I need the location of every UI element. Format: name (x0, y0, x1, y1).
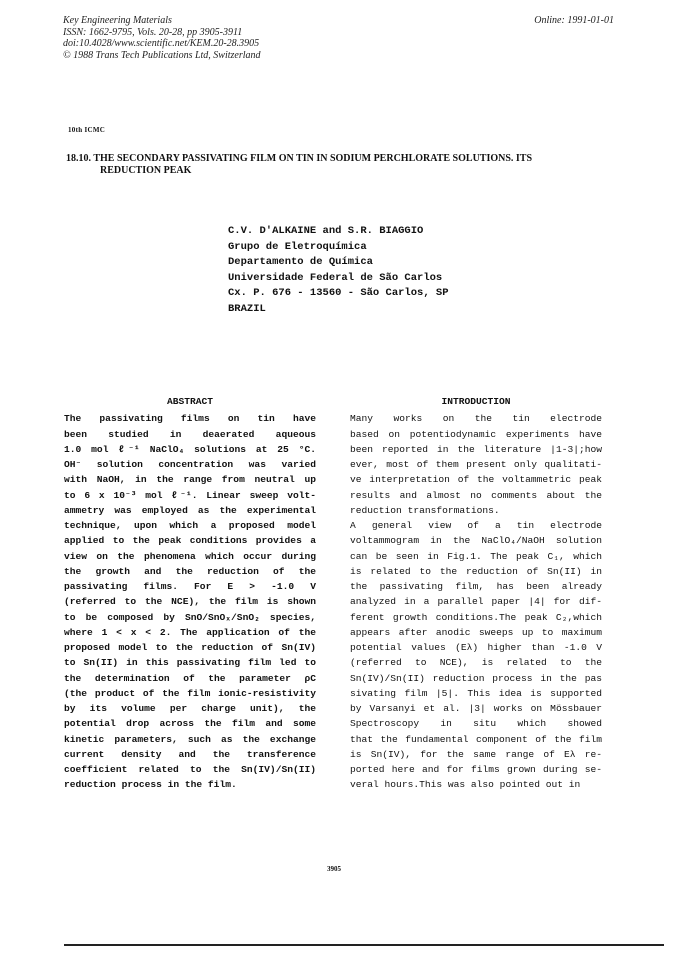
introduction-line: is Sn(IV), for the same range of Eλ re- (350, 748, 602, 760)
abstract-line: where 1 < x < 2. The application of the (64, 626, 316, 638)
abstract-line: view on the phenomena which occur during (64, 550, 316, 562)
introduction-line: (referred to NCE), is related to the (350, 657, 602, 669)
abstract-line: the determination of the parameter ρC (64, 672, 316, 684)
introduction-line: by Varsanyi et al. |3| works on Mössbauer (350, 703, 602, 714)
introduction-heading: INTRODUCTION (441, 396, 511, 407)
introduction-line: potential values (Eλ) higher than -1.0 V (350, 642, 602, 653)
introduction-line: Sn(IV)/Sn(II) reduction process in the pas (350, 672, 602, 684)
abstract-line: OH⁻ solution concentration was varied (64, 459, 316, 470)
introduction-line: sivating film |5|. This idea is supported (350, 687, 602, 699)
introduction-line: the passivating film, has been already (350, 581, 602, 592)
introduction-line: veral hours.This was also pointed out in (350, 779, 581, 791)
abstract-line: applied to the peak conditions provides a (64, 535, 316, 547)
title-line-1: 18.10. THE SECONDARY PASSIVATING FILM ON TIN IN SODIUM PERCHLORATE SOLUTIONS. ITS (66, 153, 533, 164)
journal-header (63, 15, 261, 61)
introduction-line: ever, most of them present only qualitati- (350, 459, 602, 470)
author-group: Grupo de Eletroquímica (228, 240, 367, 253)
introduction-line: A general view of a tin electrode (350, 520, 602, 531)
introduction-line: Many works on the tin electrode (350, 413, 602, 425)
introduction-line: reduction transformations. (350, 504, 500, 516)
introduction-line: results and almost no comments about the (350, 489, 602, 501)
author-names: C.V. D'ALKAINE and S.R. BIAGGIO (228, 225, 424, 237)
introduction-line: based on potentiodynamic experiments have (350, 428, 602, 440)
journal-name: Key Engineering Materials (63, 15, 172, 26)
introduction-line: can be seen in Fig.1. The peak C₁, which (350, 550, 602, 562)
online-date: Online: 1991-01-01 (534, 15, 614, 26)
abstract-line: the growth and the reduction of the (64, 565, 316, 577)
introduction-line: ferent growth conditions.The peak C₂,which (350, 611, 602, 623)
introduction-line: been reported in the literature |1-3|;how (350, 443, 602, 455)
paper-title (66, 153, 626, 177)
author-university: Universidade Federal de São Carlos (228, 271, 443, 284)
introduction-line: analyzed in a parallel paper |4| for dif- (350, 596, 602, 608)
introduction-line: Spectroscopy in situ which showed (350, 718, 602, 730)
abstract-line: current density and the transference (64, 748, 316, 760)
abstract-line: ammetry was employed as the experimental (64, 504, 316, 516)
introduction-body (350, 411, 602, 792)
abstract-line: (referred to the NCE), the film is shown (64, 596, 316, 608)
bottom-rule (64, 944, 664, 946)
introduction-line: is related to the reduction of Sn(II) in (350, 565, 602, 577)
author-address: Cx. P. 676 - 13560 - São Carlos, SP (228, 287, 449, 300)
abstract-line: to Sn(II) in this passivating film led to (64, 657, 316, 669)
abstract-line: 1.0 mol ℓ⁻¹ NaClO₄ solutions at 25 °C. (64, 443, 316, 455)
abstract-column (64, 394, 316, 793)
introduction-line: ported here and for films grown during se- (350, 764, 602, 775)
conference-label: 10th ICMC (68, 126, 106, 134)
introduction-line: appears after anodic sweeps up to maximum (350, 626, 602, 638)
abstract-line: by its volume per charge unit), the (64, 703, 316, 714)
title-line-2: REDUCTION PEAK (100, 165, 192, 176)
abstract-line: technique, upon which a proposed model (64, 520, 316, 531)
abstract-line: potential drop across the film and some (64, 718, 316, 730)
author-block (228, 224, 449, 318)
abstract-line: been studied in deaerated aqueous (64, 428, 316, 440)
author-country: BRAZIL (228, 302, 266, 315)
abstract-line: kinetic parameters, such as the exchange (64, 733, 316, 745)
abstract-line: to 6 x 10⁻³ mol ℓ⁻¹. Linear sweep volt- (64, 489, 316, 501)
abstract-line: passivating films. For E > -1.0 V (64, 581, 316, 592)
journal-copyright: © 1988 Trans Tech Publications Ltd, Switzerland (63, 49, 261, 61)
journal-issn: ISSN: 1662-9795, Vols. 20-28, pp 3905-3911 (63, 26, 243, 38)
abstract-line: (the product of the film ionic-resistivity (64, 687, 316, 699)
page-number: 3905 (327, 865, 341, 873)
abstract-line: The passivating films on tin have (64, 413, 316, 425)
introduction-line: that the fundamental component of the film (350, 733, 602, 745)
introduction-line: voltammogram in the NaClO₄/NaOH solution (350, 535, 602, 547)
abstract-line: coefficient related to the Sn(IV)/Sn(II) (64, 764, 316, 775)
abstract-line: to be composed by SnO/SnOₓ/SnO₂ species, (64, 611, 316, 623)
abstract-line: proposed model to the reduction of Sn(IV) (64, 642, 316, 653)
introduction-line: ve interpretation of the voltammetric peak (350, 474, 602, 486)
author-department: Departamento de Química (228, 256, 373, 269)
abstract-heading: ABSTRACT (166, 396, 214, 407)
abstract-line: reduction process in the film. (64, 779, 237, 791)
abstract-line: with NaOH, in the range from neutral up (64, 474, 316, 486)
journal-doi: doi:10.4028/www.scientific.net/KEM.20-28.3905 (63, 38, 260, 49)
abstract-body (64, 411, 316, 792)
introduction-column (350, 394, 602, 793)
